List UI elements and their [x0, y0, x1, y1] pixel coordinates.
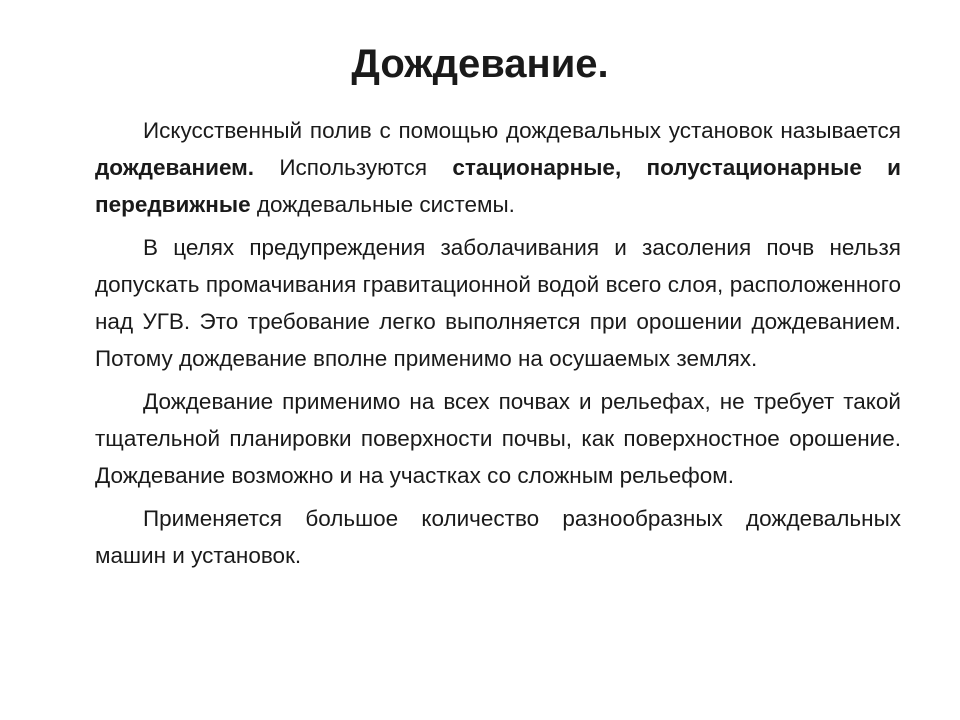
paragraph-4: Применяется большое количество разнообразных дождевальных машин и установок.	[95, 506, 901, 568]
slide-body	[95, 112, 901, 580]
paragraph-1-text-e: дождевальные системы.	[250, 192, 515, 217]
paragraph-1	[95, 112, 901, 223]
paragraph-2: В целях предупреждения заболачивания и засоления почв нельзя допускать промачивания гравитационной водой всего слоя, расположенного над УГВ. Это требование легко выполняется при орошении дождеванием. Потому дождевание вполне применимо на осушаемых землях.	[95, 235, 901, 371]
slide-title: Дождевание.	[351, 42, 609, 86]
paragraph-1-text-c: Используются	[254, 155, 453, 180]
paragraph-1-text-a: Искусственный полив с помощью дождевальных установок называется	[143, 118, 901, 143]
paragraph-1-term-system-types: стационарные, полустационарные и передвижные	[95, 155, 901, 217]
paragraph-1-term-sprinkling: дождеванием.	[95, 155, 255, 180]
paragraph-3: Дождевание применимо на всех почвах и рельефах, не требует такой тщательной планировки поверхности почвы, как поверхностное орошение. Дождевание возможно и на участках со сложным рельефом.	[95, 389, 901, 488]
